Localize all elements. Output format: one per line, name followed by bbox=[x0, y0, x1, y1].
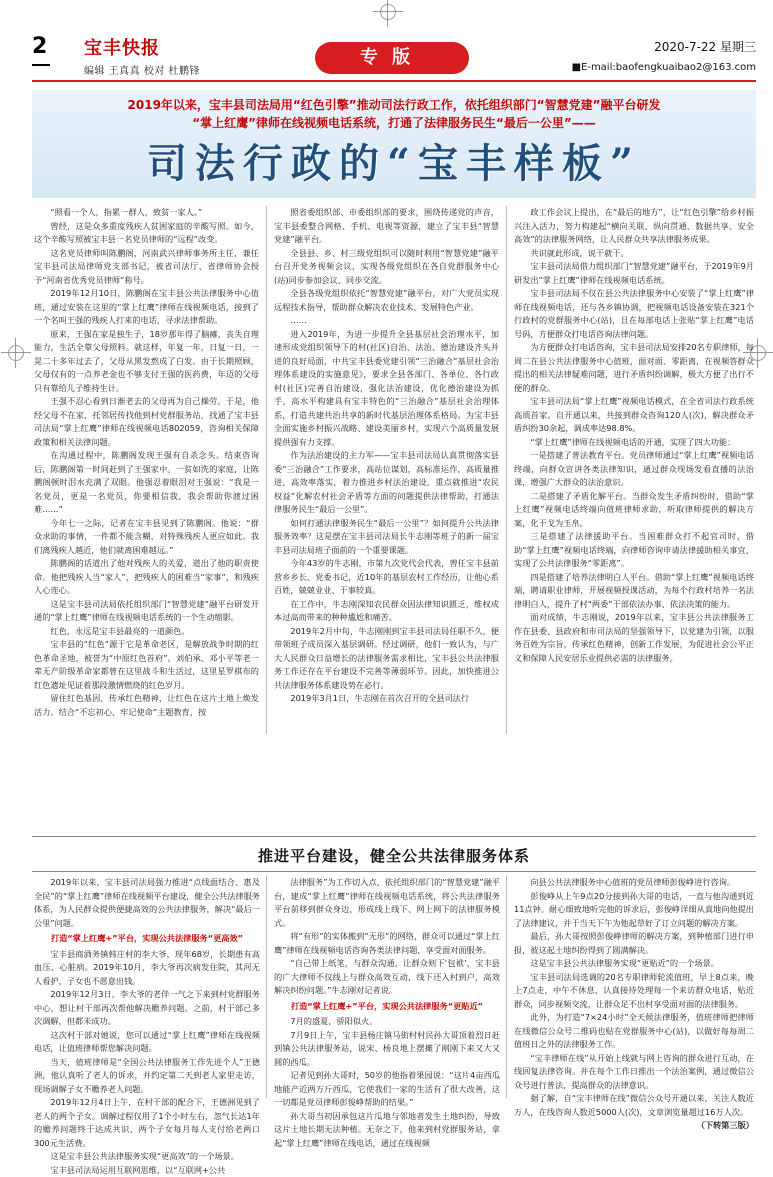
bottom-column-2 bbox=[274, 876, 500, 1098]
sub-section-title: 推进平台建设，健全公共法律服务体系 bbox=[32, 845, 756, 866]
paragraph: “宝丰律师在线”从开始上线就与网上咨询的群众进行互动，在线回复法律咨询。并在每个工作日推出一个法治案例，通过微信公众号进行普法，提高群众的法律意识。 bbox=[514, 1052, 754, 1093]
paragraph: 宝丰县司法局不仅在县公共法律服务中心安装了“掌上红鹰”律师在线视频电话，还与各乡镇协调，把视频电话设备安装在321个行政村的党群服务中心(站)，且在每部电话上张贴“掌上红鹰”电话号码，方便群众打电话咨询法律问题。 bbox=[514, 287, 754, 341]
paragraph: 法律服务”为工作切入点，依托组织部门的“智慧党建”融平台，建成“掌上红鹰”律师在线视频电话系统，将公共法律服务平台前移到群众身边，形成线上线下、网上网下的法律服务模式。 bbox=[274, 876, 500, 930]
editor-credits: 编辑 王真真 校对 杜鹏锋 bbox=[84, 62, 200, 77]
continued-note: （下转第三版） bbox=[514, 1119, 754, 1133]
paragraph: 如何打通法律服务民生“最后一公里”？如何提升公共法律服务效率？这是摆在宝丰县司法局长牛志刚等班子的新一届宝丰县司法局班子面前的一个重要课题。 bbox=[274, 517, 499, 558]
contact-email: ■E-mail:baofengkuaibao2@163.com bbox=[572, 62, 756, 73]
paragraph: 为方便群众打电话咨询，宝丰县司法局安排20名专职律师，每周二在县公共法律服务中心值班，面对面、零距离，在视频答群众提出的相关法律疑难问题，进行矛盾纠纷调解，极大方便了出行不便的群众。 bbox=[514, 341, 754, 395]
paragraph: 进入2019年，为进一步提升全县基层社会治理水平，加速形成党组织领导下的村(社区)自治、法治、德治建设齐头并进的良好局面，中共宝丰县委党建引领“三治融合”基层社会治理体系建设的实施意见》，要求全县各部门、各单位、各行政村(社区)完善自治建设，强化法治建设，优化德治建设为抓手，高水平构建具有宝丰特色的“三治融合”基层社会治理体系，打造共建共治共享的新时代基层治理体系格局。为宝丰县全面实施乡村振兴战略、建设美丽乡村，实现六个高质量发展提供强有力支撑。 bbox=[274, 328, 499, 450]
column-divider bbox=[266, 206, 267, 734]
paragraph: 三是搭建了法律援助平台。当困难群众打不起官司时，借助“掌上红鹰”视频电话终端，向律师咨询申请法律援助相关事宜，实现了公共法律服务“零距离”。 bbox=[514, 530, 754, 571]
issue-date: 2020-7-22 星期三 bbox=[654, 38, 756, 55]
paragraph: 2019年以来，宝丰县司法局强力推进“点线面结合、惠及全民”的“掌上红鹰”律师在线视频平台建设，健全公共法律服务体系，为人民群众提供便捷高效的公共法律服务，解决“最后一公里”问题。 bbox=[34, 876, 260, 930]
header-rule bbox=[32, 80, 756, 82]
registration-mark-top bbox=[380, 4, 396, 20]
paragraph: 2019年12月4日上午，在村干部的配合下，王德洲见到了老人的两个子女。调解过程仅用了1个小时左右，忽气长达1年的赡养问题终于达成共识，两个子女每月每人支付给老两口300元生活费。 bbox=[34, 1096, 260, 1150]
page-number-underline bbox=[32, 64, 50, 66]
section-rule bbox=[32, 836, 756, 837]
column-divider bbox=[506, 206, 507, 734]
column-divider bbox=[266, 876, 267, 1098]
paragraph: 7月9日上午，宝丰县杨庄镇马街村村民孙大哥顶着烈日赶到镇公共法律服务站，说宋、杨良地上摆摊了刚刚下来又大又圆的西瓜。 bbox=[274, 1029, 500, 1070]
paragraph: 王强不忍心看到日渐老去的父母再为自己操劳。于是，他经父母不在家，托邻居传找他到村党群服务站，找通了宝丰县司法局“掌上红鹰”律师在线视频电话802059，咨询相关保障政策和相关法律问题。 bbox=[34, 395, 259, 449]
paragraph: 全县各级党组织依托“智慧党建”融平台，对广大党员实现远程技术指导，帮助群众解决农业技术、发展特色产业。 bbox=[274, 287, 499, 314]
banner-intro-line-1: 2019年以来，宝丰县司法局用“红色引擎”推动司法行政工作，依托组织部门“智慧党建”融平台研发 bbox=[32, 96, 756, 113]
page-header bbox=[32, 28, 756, 84]
paragraph: …… bbox=[274, 314, 499, 328]
section-rule bbox=[32, 871, 756, 872]
article-column-3 bbox=[514, 206, 754, 734]
paragraph: “掌上红鹰”律师在线视频电话的开通，实现了四大功能： bbox=[514, 436, 754, 450]
subheading: 打造“掌上红鹰+”平台，实现公共法律服务“更贴近” bbox=[274, 1000, 500, 1014]
paragraph: 2019年3月1日，牛志刚在首次召开的全县司法行 bbox=[274, 692, 499, 706]
page-number: 2 bbox=[32, 34, 47, 59]
bottom-column-1 bbox=[34, 876, 260, 1098]
paragraph: 向县公共法律服务中心值班的党员律师彭俊峥进行咨询。 bbox=[514, 876, 754, 890]
paragraph: 当天，值班律师是“全国公共法律服务工作先进个人”王德洲，他认真听了老人的诉求，并约定第二天到老人家里走访，现场调解子女不赡养老人问题。 bbox=[34, 1056, 260, 1097]
paragraph: 这是宝丰县公共法律服务实现“更高效”的一个场景。 bbox=[34, 1150, 260, 1164]
section-badge: 专版 bbox=[315, 42, 469, 74]
paragraph: 据了解，自“宝丰律师在线”微信公众号开通以来，关注人数近万人，在线咨询人数近5000人(次)，文章浏览量超过16万人次。 bbox=[514, 1092, 754, 1119]
paragraph: 2019年2月中旬，牛志刚刚到宝丰县司法局任职不久，便带领班子成员深入基层调研。经过调研，他们一致认为，与广大人民群众日益增长的法律服务需求相比，宝丰县公共法律服务工作还存在平台建设不完善等薄弱环节。因此，加快推进公共法律服务体系建设势在必行。 bbox=[274, 625, 499, 693]
paragraph: 在沟通过程中，陈鹏阁发现王强有自杀念头。结束咨询后，陈鹏阁第一时间赶到了王强家中。一贫如洗的家庭，让陈鹏阁顿时泪水充满了双眼。他强忍着眼泪对王强说：“我是一名党员，更是一名党员，你要相信我，我会帮助你渡过困难……” bbox=[34, 449, 259, 517]
article-column-1 bbox=[34, 206, 259, 734]
column-divider bbox=[506, 876, 507, 1098]
paragraph: 照省委组织部、市委组织部的要求，围绕传递党的声音，宝丰县委整合网格、手机、电视等资源，建立了宝丰县“智慧党建”融平台。 bbox=[274, 206, 499, 247]
paragraph: 宝丰县司法局借力组织部门“智慧党建”融平台，于2019年9月研发出“掌上红鹰”律师在线视频电话系统。 bbox=[514, 260, 754, 287]
paragraph: 2019年12月10日，陈鹏阁在宝丰县公共法律服务中心值班，通过安装在这里的“掌上红鹰”律师在线视频电话，接到了一个名叫王强的残疾人打来的电话，寻求法律帮助。 bbox=[34, 287, 259, 328]
paragraph: 宝丰县的“红色”源于它是革命老区，是解放战争时期的红色革命圣地，被誉为“中原红色首府”。刘伯承、邓小平等老一辈无产阶级革命家都曾在这里战斗和生活过，这里星罗棋布的红色遗址见证着那段激情燃烧的红色岁月。 bbox=[34, 638, 259, 692]
paragraph: 原来，王强在家是独生子，18岁那年得了脑瘫，丧失自理能力，生活全靠父母照料。就这样，年复一年，日复一日，一晃二十多年过去了，父母从黑发熬成了白发。由于长期照顾，父母仅有的一点养老金也不够支付王强的医药费，年迈的父母只有靠给儿子维持生计。 bbox=[34, 328, 259, 396]
bottom-column-3 bbox=[514, 876, 754, 1098]
paragraph: 在工作中，牛志刚深知农民群众因法律知识匮乏，维权成本过高而带来的种种尴尬和痛苦。 bbox=[274, 598, 499, 625]
paragraph: 留住红色基因，传承红色精神，让红色在这片土地上焕发活力。结合“不忘初心、牢记使命”主题教育，按 bbox=[34, 692, 259, 719]
article-column-2 bbox=[274, 206, 499, 734]
paragraph: 宝丰县司法局“掌上红鹰”视频电话模式，在全省司法行政系统高质首家。自开通以来，共接到群众咨询120人(次)，解决群众矛盾纠纷30余起，调成率达98.8%。 bbox=[514, 395, 754, 436]
paragraph: 一是搭建了普法教育平台。党员律师通过“掌上红鹰”视频电话终端，向群众宣讲各类法律知识，通过群众现场发看直播的法治课，增强广大群众的法治意识。 bbox=[514, 449, 754, 490]
paragraph: 今年七一之际，记者在宝丰县见到了陈鹏阁。他说：“群众求助的事情，一件都不能含糊，对特殊残疾人更应如此。我们离残疾人越近，他们就离困难越远。” bbox=[34, 517, 259, 558]
paragraph: 今年43岁的牛志刚，市第九次党代会代表，曾任宝丰县前营乡乡长、党委书记，近10年的基层农村工作经历，让他心系百姓，兢兢业业、干事较真。 bbox=[274, 557, 499, 598]
feature-banner bbox=[32, 90, 756, 198]
paragraph: 这名党员律师叫陈鹏阁，河南武兴律师事务所主任，兼任宝丰县司法局律师党支部书记，被省司法厅、省律师协会授予“河南省优秀党员律师”称号。 bbox=[34, 247, 259, 288]
paragraph: 孙大哥当初因承包这片瓜地与邻地者发生土地纠纷，导致这片土地长期无法种植。无奈之下，他来到村党群服务站，拿起“掌上红鹰”律师在线电话，通过在线视频 bbox=[274, 1110, 500, 1151]
paragraph: 2019年12月3日，李大爷的老伴一气之下来到村党群服务中心，想让村干部再次帮他解决赡养问题。之前，村干部已多次调解，但都未成功。 bbox=[34, 988, 260, 1029]
paragraph: 政工作会议上提出，在“最后的地方”，让“红色引擎”给乡村振兴注入活力，努力构建起“横向关联、纵向贯通、数据共享、安全高效”的法律服务网络，让人民群众共享法律服务成果。 bbox=[514, 206, 754, 247]
paragraph: 宝丰县司法局选调的20名专职律师轮流值班，早上8点来，晚上7点走，中午不休息，认真接待处理每一个来访群众电话，贴近群众，同步视频交流，让群众足不出村享受面对面的法律服务。 bbox=[514, 971, 754, 1012]
paragraph: 红色，永远是宝丰县最亮的一道颜色。 bbox=[34, 625, 259, 639]
banner-intro-line-2: “掌上红鹰”律师在线视频电话系统，打通了法律服务民生“最后一公里”—— bbox=[32, 114, 756, 131]
subheading: 打造“掌上红鹰+”平台，实现公共法律服务“更高效” bbox=[34, 932, 260, 946]
paragraph: 彭俊峥从上午9点20分接到孙大哥的电话，一直与他沟通到近11点钟。耐心细致地听完他的诉求后，彭俊峥详细从真地向他提出了法律建议，并于当天下午为他起草好了订立问题的解决方案。 bbox=[514, 890, 754, 931]
paragraph: 全县县、乡、村三级党组织可以随时利用“智慧党建”融平台召开党务视频会议，实现各级党组织在各自党群服务中心(站)同步参加会议、同步交流。 bbox=[274, 247, 499, 288]
paragraph: 7月的盛夏，骄阳似火。 bbox=[274, 1015, 500, 1029]
paragraph: 将“有形”的实体搬到“无形”的网络，群众可以通过“掌上红鹰”律师在线视频电话咨询各类法律问题，享受面对面服务。 bbox=[274, 930, 500, 957]
paragraph: 曾经，这是众多重度残疾人贫困家庭的辛酸写照。如今，这个辛酸写照被宝丰县一名党员律师的“远程”改变。 bbox=[34, 220, 259, 247]
paragraph: 宝丰县司法局运用互联网思维，以“互联网+公共 bbox=[34, 1164, 260, 1177]
paragraph: 宝丰县商酒务镇韩庄村的李大爷，现年68岁，长期患有高血压、心脏病。2019年10月，李大爷再次病发住院，其河无人看护，子女也不愿意出钱。 bbox=[34, 948, 260, 989]
main-headline: 司法行政的“宝丰样板” bbox=[32, 132, 756, 189]
paragraph: 这次村干部对她说，您可以通过“掌上红鹰”律师在线视频电话，让值班律师帮您解决问题。 bbox=[34, 1029, 260, 1056]
paragraph: 这是宝丰县公共法律服务实现“更贴近”的一个场景。 bbox=[514, 957, 754, 971]
paragraph: “自己带上纸笔，与群众沟通，让群众则下‘包袱’，宝丰县的广大律师不仅线上与群众高效互动，线下还入村到户，高效解决纠纷问题。”牛志刚对记者说。 bbox=[274, 957, 500, 998]
paragraph: 面对成绩，牛志刚说，2019年以来，宝丰县公共法律服务工作在县委、县政府和市司法局的坚强领导下，以党建为引领，以服务百姓为宗旨，传承红色精神，创新工作发展，为促进社会公平正义和保障人民安居乐业提供必需的法律服务。 bbox=[514, 611, 754, 665]
newspaper-name: 宝丰快报 bbox=[84, 34, 160, 60]
paragraph: 记者见到孙大哥时，50岁的他指着果园说：“这片4亩西瓜地能产近两万斤西瓜，它使我们一家的生活有了很大改善，这一切都是党员律师彭俊峥帮助的结果。” bbox=[274, 1069, 500, 1110]
paragraph: “照看一个人，指累一群人，致贫一家人。” bbox=[34, 206, 259, 220]
paragraph: 陈鹏阁的话道出了他对残疾人的关爱，道出了他的职责使命。他把残疾人当“家人”，把残疾人的困难当“家事”，和残疾人心连心。 bbox=[34, 557, 259, 598]
paragraph: 此外，为打造“7×24小时”全天候法律服务，值班律师把律师在线微信公众号二维码也贴在党群服务中心(站)，以做好每每周二值班日之外的法律服务工作。 bbox=[514, 1011, 754, 1052]
paragraph: 四是搭建了培养法律明白人平台。借助“掌上红鹰”视频电话终端，聘请职业律师，开展视频授课活动，为每个行政村培养一名法律明白人，提升了村“两委”干部依法办事、依法决策的能力。 bbox=[514, 571, 754, 612]
registration-mark-left bbox=[8, 345, 24, 361]
paragraph: 这是宝丰县司法局依托组织部门“智慧党建”融平台研发开通的“掌上红鹰”律师在线视频电话系统的一个生动缩影。 bbox=[34, 598, 259, 625]
paragraph: 作为法治建设的主力军——宝丰县司法局认真贯彻落实县委“三治融合”工作要求，高站位谋划，高标准运作，高质量推进，高效率落实，着力推进乡村法治建设，重点就推进“农民权益”化解农村社会矛盾等方面的问题提供法律帮助，打通法律服务民生“最后一公里”。 bbox=[274, 449, 499, 517]
paragraph: 二是搭建了矛盾化解平台。当群众发生矛盾纠纷时，借助“掌上红鹰”视频电话终端向值班律师求助，听取律师提供的解决方案，化干戈为玉帛。 bbox=[514, 490, 754, 531]
paragraph: 共识就此形成，说干就干。 bbox=[514, 247, 754, 261]
paragraph: 最后，孙大哥按照彭俊峥律师的解决方案，到种植部门进行申报，彼这起土地纠纷得到了圆满解决。 bbox=[514, 930, 754, 957]
sub-section-header bbox=[32, 845, 756, 869]
